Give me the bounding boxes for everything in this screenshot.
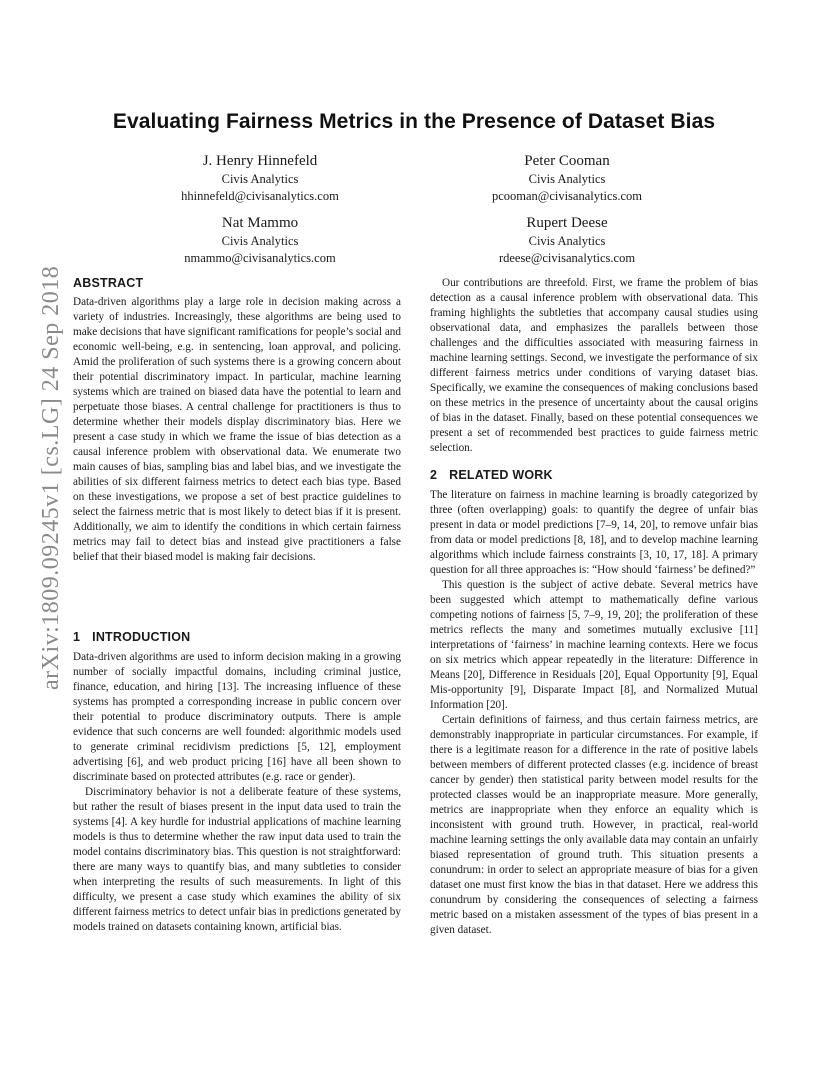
author-name: Peter Cooman <box>524 153 610 169</box>
related-paragraph-3: Certain definitions of fairness, and thus certain fairness metrics, are demonstrably inappropriate in particular circumstances. For example, if there is a legitimate reason for a difference in the rate of positive labels between members of different protected classes (e.g. incidence of breast cancer by gender) then statistical parity between model results for the protected classes would be an inappropriate measure. More generally, metrics are inappropriate when they enforce an equality which is inconsistent with ground truth. However, in practical, real-world machine learning settings the only available data may contain an unfairly biased representation of ground truth. This situation presents a conundrum: in order to select an appropriate measure of bias for a given dataset one must first know the bias in that dataset. Here we address this conundrum by considering the consequences of selecting a fairness metric based on a mistaken assessment of the types of bias present in a given dataset. <box>430 714 758 936</box>
paper-title: Evaluating Fairness Metrics in the Presence of Dataset Bias <box>112 110 716 133</box>
contributions-paragraph: Our contributions are threefold. First, we frame the problem of bias detection as a causal inference problem with observational data. This framing highlights the subtleties that accompany causal studies using observational data, and emphasizes the parallels between those challenges and the difficulties associated with measuring fairness in machine learning settings. Second, we investigate the performance of six different fairness metrics under conditions of varying dataset bias. Specifically, we examine the consequences of making conclusions based on these metrics in the presence of uncertainty about the causal origins of bias in the dataset. Finally, based on these potential consequences we present a set of recommended best practices to guide fairness metric selection. <box>430 277 758 454</box>
author-affiliation: Civis Analytics <box>528 234 606 248</box>
arxiv-stamp <box>18 265 64 690</box>
section-number: 1 <box>73 630 81 644</box>
author-block-1 <box>130 152 390 205</box>
related-work-heading <box>430 468 758 483</box>
author-affiliation: Civis Analytics <box>221 172 299 186</box>
arxiv-stamp-text: arXiv:1809.09245v1 [cs.LG] 24 Sep 2018 <box>38 265 64 690</box>
author-email: rdeese@civisanalytics.com <box>498 251 636 265</box>
author-name: Rupert Deese <box>526 215 608 231</box>
author-name: Nat Mammo <box>221 215 299 231</box>
abstract-text: Data-driven algorithms play a large role in decision making across a variety of industries. Increasingly, these algorithms are being used to make decisions that have significant ramifications for people’s social and economic well-being, e.g. in sentencing, loan approval, and policing. Amid the proliferation of such systems there is a growing concern about their potential discriminatory impact. In particular, machine learning systems which are trained on biased data have the potential to learn and perpetuate those biases. A central challenge for practitioners is thus to determine whether their models display discriminatory bias. Here we present a case study in which we frame the issue of bias detection as a causal inference problem with observational data. We enumerate two main causes of bias, sampling bias and label bias, and we investigate the abilities of six different fairness metrics to detect each bias type. Based on these investigations, we propose a set of best practice guidelines to select the fairness metric that is most likely to detect bias if it is present. Additionally, we aim to identify the conditions in which certain fairness metrics may fail to detect bias and instead give practitioners a false belief that their biased model is making fair decisions. <box>73 296 401 563</box>
author-block-4 <box>437 214 697 267</box>
author-affiliation: Civis Analytics <box>528 172 606 186</box>
introduction-section <box>73 630 401 935</box>
author-affiliation: Civis Analytics <box>221 234 299 248</box>
section-number: 2 <box>430 468 438 482</box>
author-block-2 <box>437 152 697 205</box>
intro-paragraph-2: Discriminatory behavior is not a deliberate feature of these systems, but rather the result of biases present in the input data used to train the systems [4]. A key hurdle for industrial applications of machine learning models is thus to determine whether the raw input data used to train the model contains discriminatory bias. This question is not straightforward: there are many ways to quantify bias, and many subtleties to consider when interpreting the results of such measurements. In light of this difficulty, we present a case study which examines the ability of six different fairness metrics to detect unfair bias in predictions generated by models trained on datasets containing known, artificial bias. <box>73 786 401 933</box>
section-title: INTRODUCTION <box>92 630 191 644</box>
section-title: RELATED WORK <box>449 468 553 482</box>
author-email: pcooman@civisanalytics.com <box>491 189 642 203</box>
abstract-heading: ABSTRACT <box>73 276 144 290</box>
related-paragraph-2: This question is the subject of active debate. Several metrics have been suggested which attempt to mathematically define various competing notions of fairness [5, 7–9, 19, 20]; the proliferation of these metrics reflects the many and sometimes mutually exclusive [11] interpretations of ‘fairness’ in machine learning contexts. Here we focus on six metrics which appear repeatedly in the literature: Difference in Means [20], Difference in Residuals [20], Equal Opportunity [9], Equal Mis-opportunity [9], Disparate Impact [8], and Normalized Mutual Information [20]. <box>430 579 758 711</box>
author-name: J. Henry Hinnefeld <box>202 153 318 169</box>
left-column <box>73 276 401 565</box>
author-block-3 <box>130 214 390 267</box>
intro-paragraph-1: Data-driven algorithms are used to inform decision making in a growing number of socially impactful domains, including criminal justice, finance, education, and hiring [13]. The increasing influence of these systems has prompted a corresponding increase in public concern over their potential to produce discriminatory outputs. There is ample evidence that such concerns are well founded: algorithmic models used to generate criminal recidivism predictions [5, 12], employment advertising [6], and web product pricing [16] have all been shown to discriminate based on protected attributes (e.g. race or gender). <box>73 651 401 783</box>
author-email: hhinnefeld@civisanalytics.com <box>181 189 339 203</box>
related-work-section <box>430 468 758 938</box>
related-paragraph-1: The literature on fairness in machine learning is broadly categorized by three (often overlapping) goals: to quantify the degree of unfair bias present in data or model predictions [7–9, 14, 20], to remove unfair bias from data or model predictions [8, 18], and to develop machine learning algorithms which include fairness constraints [3, 10, 17, 18]. A primary question for all three approaches is: “How should ‘fairness’ be defined?” <box>430 489 758 576</box>
author-email: nmammo@civisanalytics.com <box>184 251 336 265</box>
right-column <box>430 276 758 456</box>
introduction-heading <box>73 630 401 645</box>
